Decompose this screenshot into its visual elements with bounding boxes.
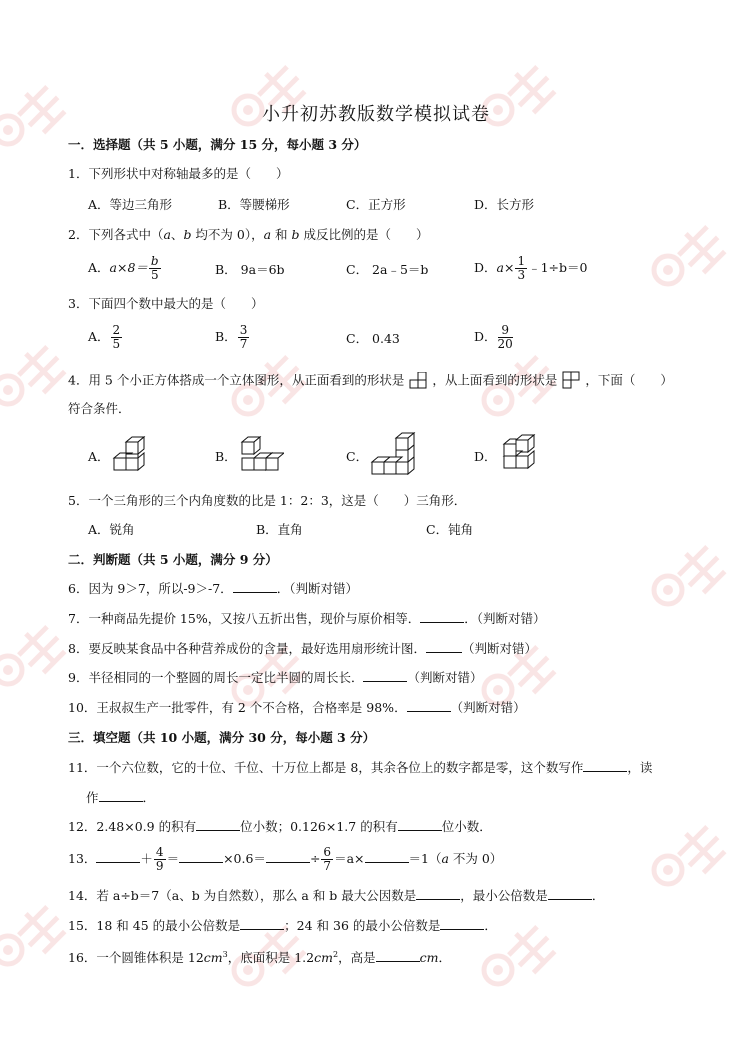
q3-option-c: C． 0.43 bbox=[346, 331, 400, 346]
q11-blank-2[interactable] bbox=[99, 789, 143, 802]
q11-line: 11．一个六位数，它的十位、千位、十万位上都是 8，其余各位上的数字都是零，这个数写作 ，读 bbox=[68, 760, 653, 775]
q3-option-d: D． $\frac{9}{20}$ bbox=[474, 323, 513, 351]
front-view-icon bbox=[408, 372, 428, 390]
q8-blank[interactable] bbox=[426, 640, 462, 653]
q5-option-b: B．直角 bbox=[256, 522, 303, 537]
page-title: 小升初苏教版数学模拟试卷 bbox=[262, 104, 490, 125]
q13-blank-4[interactable] bbox=[365, 850, 409, 863]
q11-blank-1[interactable] bbox=[583, 759, 627, 772]
q3-stem: 3．下面四个数中最大的是（ ） bbox=[68, 296, 264, 311]
q8-line: 8．要反映某食品中各种营养成份的含量，最好选用扇形统计图． （判断对错） bbox=[68, 641, 537, 656]
q1-stem: 1．下列形状中对称轴最多的是（ ） bbox=[68, 166, 289, 181]
q4-option-a: A． bbox=[88, 449, 110, 464]
q2-option-c: C． 2a﹣5＝b bbox=[346, 262, 429, 277]
q3-option-b: B． $\frac{3}{7}$ bbox=[215, 323, 248, 351]
q4-option-c: C． bbox=[346, 449, 369, 464]
section-judge-header: 二．判断题（共 5 小题，满分 9 分） bbox=[68, 552, 278, 567]
q13-blank-1[interactable] bbox=[96, 850, 140, 863]
cube-figure-b bbox=[238, 434, 284, 476]
q15-blank-2[interactable] bbox=[440, 917, 484, 930]
q5-stem: 5．一个三角形的三个内角度数的比是 1：2：3，这是（ ）三角形． bbox=[68, 493, 467, 508]
q2-option-a: A．a×8＝ $\frac{b}{5}$ bbox=[88, 254, 159, 282]
q4-option-b: B． bbox=[215, 449, 237, 464]
q4-stem: 4．用 5 个小正方体搭成一个立体图形，从正面看到的形状是 ，从上面看到的形状是 ，下面（ ） bbox=[68, 370, 673, 392]
q14-line: 14．若 a÷b＝7（a、b 为自然数），那么 a 和 b 最大公因数是 ，最小公倍数是 ． bbox=[68, 888, 605, 903]
q7-blank[interactable] bbox=[420, 610, 464, 623]
q14-blank-1[interactable] bbox=[416, 887, 460, 900]
q13-blank-2[interactable] bbox=[179, 850, 223, 863]
q1-option-a: A．等边三角形 bbox=[88, 197, 173, 212]
q16-line: 16．一个圆锥体积是 $12cm^3$，底面积是 $1.2cm^2$，高是 cm． bbox=[68, 950, 451, 966]
q11-line-2: 作 ． bbox=[86, 790, 156, 805]
top-view-icon bbox=[561, 370, 581, 392]
q14-blank-2[interactable] bbox=[548, 887, 592, 900]
q10-line: 10．王叔叔生产一批零件，有 2 个不合格，合格率是 98%． （判断对错） bbox=[68, 700, 526, 715]
q12-line: 12．2.48×0.9 的积有 位小数；0.126×1.7 的积有 位小数． bbox=[68, 819, 492, 834]
q6-line: 6．因为 9＞7，所以-9＞-7． ．（判断对错） bbox=[68, 581, 358, 596]
q9-blank[interactable] bbox=[363, 669, 407, 682]
cube-figure-a bbox=[108, 436, 150, 476]
q16-blank[interactable] bbox=[376, 949, 420, 962]
cube-figure-c bbox=[368, 432, 416, 476]
cube-figure-d bbox=[498, 434, 538, 476]
q15-blank-1[interactable] bbox=[240, 917, 284, 930]
q5-option-c: C．钝角 bbox=[426, 522, 474, 537]
q7-line: 7．一种商品先提价 15%，又按八五折出售，现价与原价相等． ．（判断对错） bbox=[68, 611, 546, 626]
q2-option-b: B． 9a＝6b bbox=[215, 262, 285, 277]
q12-blank-1[interactable] bbox=[196, 818, 240, 831]
q10-blank[interactable] bbox=[407, 699, 451, 712]
q2-stem: 2．下列各式中（a、b 均不为 0），a 和 b 成反比例的是（ ） bbox=[68, 227, 429, 242]
q15-line: 15．18 和 45 的最小公倍数是 ；24 和 36 的最小公倍数是 ． bbox=[68, 918, 497, 933]
section-choice-header: 一．选择题（共 5 小题，满分 15 分，每小题 3 分） bbox=[68, 137, 367, 152]
q1-option-c: C．正方形 bbox=[346, 197, 406, 212]
q2-option-d: D．a× $\frac{1}{3}$ ﹣1÷b＝0 bbox=[474, 254, 588, 282]
q13-blank-3[interactable] bbox=[266, 850, 310, 863]
q1-option-d: D．长方形 bbox=[474, 197, 535, 212]
section-fill-header: 三．填空题（共 10 小题，满分 30 分，每小题 3 分） bbox=[68, 730, 376, 745]
q1-option-b: B．等腰梯形 bbox=[218, 197, 290, 212]
q3-option-a: A． $\frac{2}{5}$ bbox=[88, 323, 121, 351]
q5-option-a: A．锐角 bbox=[88, 522, 135, 537]
q4-option-d: D． bbox=[474, 449, 497, 464]
q9-line: 9．半径相同的一个整圆的周长一定比半圆的周长长． （判断对错） bbox=[68, 670, 483, 685]
q6-blank[interactable] bbox=[233, 580, 277, 593]
q12-blank-2[interactable] bbox=[398, 818, 442, 831]
q13-line: 13． ＋ $\frac{4}{9}$ ＝ ×0.6＝ ÷ $\frac{6}{7}$ ＝a× ＝1（a 不为 0） bbox=[68, 845, 503, 873]
q4-stem-cont: 符合条件． bbox=[68, 401, 131, 416]
